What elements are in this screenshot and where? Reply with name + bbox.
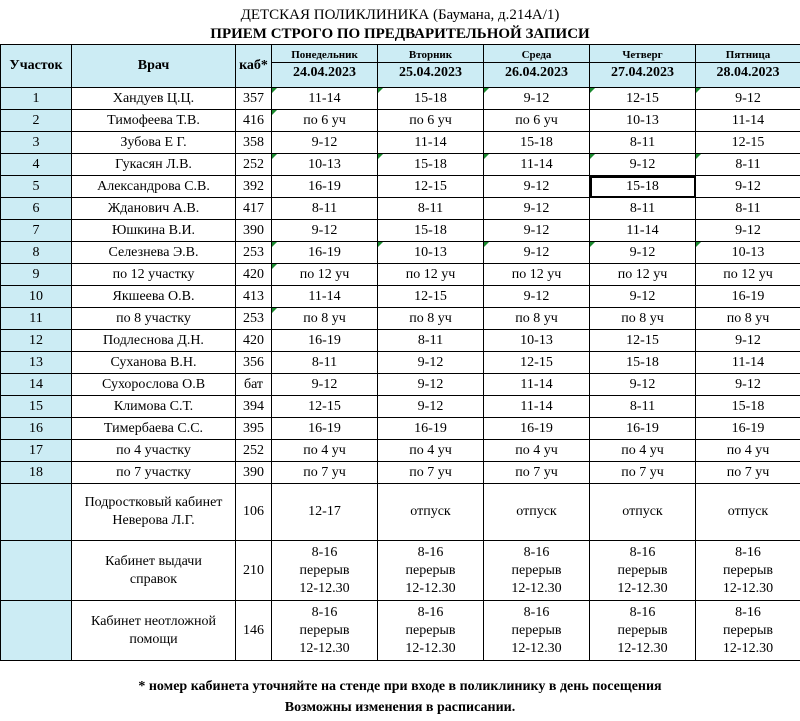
schedule-cell: 15-18 [696, 396, 800, 418]
doctor-cell: Якшеева О.В. [72, 286, 236, 308]
cabinet-schedule-line: 12-12.30 [511, 640, 562, 656]
schedule-cell: по 7 уч [696, 462, 800, 484]
cabinet-schedule-cell [272, 484, 378, 541]
cabinet-schedule-cell [484, 541, 590, 601]
header-day-wed [484, 45, 590, 88]
schedule-cell: по 8 уч [378, 308, 484, 330]
cabinet-schedule-line: 12-12.30 [405, 580, 456, 596]
day-name: Вторник [378, 49, 483, 63]
schedule-cell: 12-15 [590, 88, 696, 110]
day-name: Пятница [696, 49, 800, 63]
schedule-cell: 16-19 [696, 286, 800, 308]
footer-note-2: Возможны изменения в расписании. [284, 700, 516, 715]
cabinet-schedule-line: 8-16 [523, 604, 550, 620]
schedule-table [0, 44, 800, 661]
schedule-cell: 11-14 [272, 286, 378, 308]
doctor-cell: Александрова С.В. [72, 176, 236, 198]
cabinet-schedule-line: 12-12.30 [299, 580, 350, 596]
uchastok-cell: 17 [1, 440, 72, 462]
doctor-cell: Тимофеева Т.В. [72, 110, 236, 132]
table-row [1, 396, 800, 418]
uchastok-cell-empty [1, 601, 72, 661]
schedule-cell: 11-14 [696, 110, 800, 132]
schedule-cell: 9-12 [590, 154, 696, 176]
doctor-cell: Тимербаева С.С. [72, 418, 236, 440]
schedule-cell: 8-11 [590, 198, 696, 220]
cabinet-row [1, 541, 800, 601]
schedule-cell: 9-12 [696, 220, 800, 242]
schedule-cell: по 4 уч [378, 440, 484, 462]
cabinet-name-line: Подростковый кабинет [84, 495, 223, 510]
cabinet-schedule-cell [696, 541, 800, 601]
cabinet-schedule-cell [590, 484, 696, 541]
schedule-cell: 16-19 [272, 330, 378, 352]
cabinet-schedule-line: 12-12.30 [617, 580, 668, 596]
schedule-cell: 9-12 [272, 374, 378, 396]
schedule-cell: 11-14 [484, 396, 590, 418]
schedule-cell: 9-12 [696, 176, 800, 198]
cabinet-schedule-line: 12-12.30 [299, 640, 350, 656]
cabinet-schedule-line: перерыв [617, 622, 668, 638]
uchastok-cell: 10 [1, 286, 72, 308]
schedule-cell: 16-19 [272, 176, 378, 198]
uchastok-cell: 8 [1, 242, 72, 264]
schedule-cell: по 4 уч [484, 440, 590, 462]
schedule-cell: 11-14 [484, 154, 590, 176]
kab-cell: 253 [236, 308, 272, 330]
doctor-cell: Селезнева Э.В. [72, 242, 236, 264]
schedule-cell: 9-12 [484, 88, 590, 110]
schedule-cell: 16-19 [696, 418, 800, 440]
cabinet-schedule-line: перерыв [617, 562, 668, 578]
doctor-cell: Подлеснова Д.Н. [72, 330, 236, 352]
kab-cell: 356 [236, 352, 272, 374]
uchastok-cell: 4 [1, 154, 72, 176]
schedule-cell: по 7 уч [484, 462, 590, 484]
schedule-cell: 12-15 [378, 176, 484, 198]
schedule-cell: 9-12 [590, 286, 696, 308]
uchastok-cell: 11 [1, 308, 72, 330]
uchastok-cell: 5 [1, 176, 72, 198]
uchastok-cell: 12 [1, 330, 72, 352]
doctor-cell: Хандуев Ц.Ц. [72, 88, 236, 110]
cabinet-schedule-cell [378, 484, 484, 541]
schedule-cell: 9-12 [590, 242, 696, 264]
kab-cell: 358 [236, 132, 272, 154]
schedule-cell: по 7 уч [272, 462, 378, 484]
cabinet-schedule-cell [378, 601, 484, 661]
uchastok-cell: 6 [1, 198, 72, 220]
uchastok-cell: 3 [1, 132, 72, 154]
schedule-cell: 16-19 [590, 418, 696, 440]
table-row [1, 132, 800, 154]
uchastok-cell: 18 [1, 462, 72, 484]
cabinet-name-cell [72, 541, 236, 601]
day-name: Четверг [590, 49, 695, 63]
table-row [1, 440, 800, 462]
table-row [1, 110, 800, 132]
header-day-mon [272, 45, 378, 88]
cabinet-schedule-cell [272, 601, 378, 661]
schedule-cell: 10-13 [272, 154, 378, 176]
kab-cell: 420 [236, 264, 272, 286]
kab-cell: 390 [236, 220, 272, 242]
cabinet-schedule-line: 8-16 [735, 544, 761, 560]
kab-cell: 413 [236, 286, 272, 308]
cabinet-schedule-line: 12-12.30 [511, 580, 562, 596]
header-kab: каб* [236, 45, 272, 88]
cabinet-schedule-line: 12-12.30 [722, 580, 774, 596]
kab-cell: 392 [236, 176, 272, 198]
doctor-cell: Зубова Е Г. [72, 132, 236, 154]
schedule-cell: 10-13 [484, 330, 590, 352]
day-date: 28.04.2023 [716, 65, 780, 80]
doctor-cell: Жданович А.В. [72, 198, 236, 220]
schedule-cell: 15-18 [378, 220, 484, 242]
cabinet-schedule-line: отпуск [727, 504, 769, 519]
doctor-cell: по 8 участку [72, 308, 236, 330]
schedule-cell: 9-12 [484, 176, 590, 198]
cabinet-schedule-line: перерыв [405, 562, 456, 578]
cabinet-schedule-line: перерыв [299, 622, 350, 638]
cabinet-schedule-cell [696, 484, 800, 541]
schedule-cell: по 8 уч [696, 308, 800, 330]
table-row [1, 220, 800, 242]
cabinet-name-cell [72, 601, 236, 661]
day-date: 25.04.2023 [399, 65, 462, 80]
schedule-cell: по 8 уч [272, 308, 378, 330]
footer-note: * номер кабинета уточняйте на стенде при входе в поликлинику в день посещения [138, 679, 662, 694]
cabinet-schedule-cell [484, 601, 590, 661]
page-subtitle: ПРИЕМ СТРОГО ПО ПРЕДВАРИТЕЛЬНОЙ ЗАПИСИ [210, 26, 590, 42]
header-day-tue [378, 45, 484, 88]
cabinet-schedule-cell [696, 601, 800, 661]
kab-cell: 252 [236, 154, 272, 176]
schedule-cell: 9-12 [272, 132, 378, 154]
schedule-cell: 8-11 [272, 352, 378, 374]
cabinet-schedule-line: 12-12.30 [722, 640, 774, 656]
schedule-cell: 9-12 [272, 220, 378, 242]
table-row [1, 308, 800, 330]
kab-cell: 394 [236, 396, 272, 418]
table-row [1, 242, 800, 264]
doctor-cell: Суханова В.Н. [72, 352, 236, 374]
cabinet-name-line: справок [129, 571, 178, 587]
kab-cell: 252 [236, 440, 272, 462]
schedule-cell: 9-12 [696, 374, 800, 396]
table-row [1, 198, 800, 220]
doctor-cell: Гукасян Л.В. [72, 154, 236, 176]
cabinet-schedule-line: перерыв [723, 622, 773, 638]
schedule-cell: 12-15 [590, 330, 696, 352]
schedule-cell: 15-18 [590, 352, 696, 374]
cabinet-row [1, 601, 800, 661]
schedule-cell: 10-13 [696, 242, 800, 264]
kab-cell: 253 [236, 242, 272, 264]
schedule-cell: по 4 уч [696, 440, 800, 462]
header-doctor: Врач [72, 45, 236, 88]
schedule-cell: по 6 уч [484, 110, 590, 132]
kab-cell: 417 [236, 198, 272, 220]
schedule-cell: по 4 уч [272, 440, 378, 462]
schedule-cell: 9-12 [484, 286, 590, 308]
header-day-thu [590, 45, 696, 88]
cabinet-schedule-line: 8-16 [417, 544, 444, 560]
schedule-cell: 11-14 [378, 132, 484, 154]
schedule-cell: 11-14 [590, 220, 696, 242]
cabinet-schedule-line: перерыв [405, 622, 456, 638]
schedule-cell: 9-12 [696, 330, 800, 352]
table-row [1, 176, 800, 198]
table-row [1, 374, 800, 396]
cabinet-schedule-cell [590, 601, 696, 661]
schedule-cell: 12-15 [696, 132, 800, 154]
kab-cell: 146 [236, 601, 272, 661]
table-header-row [1, 45, 800, 88]
table-row [1, 418, 800, 440]
schedule-cell: по 12 уч [696, 264, 800, 286]
schedule-cell: 9-12 [590, 374, 696, 396]
cabinet-schedule-line: 8-16 [629, 544, 656, 560]
kab-cell: 210 [236, 541, 272, 601]
schedule-cell: 9-12 [378, 396, 484, 418]
kab-cell: 357 [236, 88, 272, 110]
schedule-cell: 15-18 [484, 132, 590, 154]
header-day-fri [696, 45, 800, 88]
uchastok-cell: 15 [1, 396, 72, 418]
schedule-cell: 8-11 [590, 132, 696, 154]
kab-cell: 395 [236, 418, 272, 440]
cabinet-row [1, 484, 800, 541]
schedule-body [1, 88, 800, 661]
cabinet-schedule-line: перерыв [511, 562, 562, 578]
schedule-cell: по 12 уч [590, 264, 696, 286]
doctor-cell: Юшкина В.И. [72, 220, 236, 242]
schedule-cell: 8-11 [696, 198, 800, 220]
page-title: ДЕТСКАЯ ПОЛИКЛИНИКА (Баумана, д.214А/1) [240, 7, 560, 23]
schedule-cell: 12-15 [272, 396, 378, 418]
day-date: 27.04.2023 [611, 65, 674, 80]
cabinet-schedule-line: отпуск [622, 504, 663, 519]
cabinet-name-line: Кабинет неотложной [91, 613, 216, 629]
doctor-cell: по 12 участку [72, 264, 236, 286]
cabinet-schedule-line: 8-16 [311, 544, 338, 560]
schedule-cell: 9-12 [696, 88, 800, 110]
schedule-cell: 9-12 [378, 374, 484, 396]
schedule-cell: по 4 уч [590, 440, 696, 462]
table-row [1, 154, 800, 176]
uchastok-cell: 13 [1, 352, 72, 374]
header-uchastok: Участок [1, 45, 72, 88]
schedule-cell: по 12 уч [272, 264, 378, 286]
schedule-cell: 10-13 [590, 110, 696, 132]
cabinet-schedule-line: отпуск [410, 504, 451, 519]
cabinet-schedule-line: 12-12.30 [405, 640, 456, 656]
schedule-cell: 16-19 [484, 418, 590, 440]
schedule-cell: 11-14 [484, 374, 590, 396]
day-date: 26.04.2023 [505, 65, 568, 80]
schedule-cell: по 8 уч [484, 308, 590, 330]
cabinet-schedule-cell [590, 541, 696, 601]
table-row [1, 462, 800, 484]
table-row [1, 88, 800, 110]
table-row [1, 330, 800, 352]
schedule-cell: по 7 уч [378, 462, 484, 484]
schedule-cell: по 12 уч [484, 264, 590, 286]
schedule-cell: 15-18 [378, 154, 484, 176]
cabinet-schedule-line: отпуск [516, 504, 557, 519]
cabinet-schedule-line: 8-16 [311, 604, 338, 620]
schedule-cell: 8-11 [378, 198, 484, 220]
day-date: 24.04.2023 [293, 65, 356, 80]
schedule-cell: 15-18 [378, 88, 484, 110]
cabinet-schedule-line: 8-16 [735, 604, 761, 620]
cabinet-name-cell [72, 484, 236, 541]
schedule-cell: 11-14 [272, 88, 378, 110]
schedule-cell: 9-12 [484, 242, 590, 264]
day-name: Среда [484, 49, 589, 63]
uchastok-cell: 2 [1, 110, 72, 132]
cabinet-name-line: Неверова Л.Г. [112, 513, 195, 528]
schedule-cell: 9-12 [484, 220, 590, 242]
doctor-cell: Сухорослова О.В [72, 374, 236, 396]
schedule-cell: 16-19 [272, 242, 378, 264]
cabinet-schedule-line: перерыв [511, 622, 562, 638]
uchastok-cell-empty [1, 484, 72, 541]
doctor-cell: по 4 участку [72, 440, 236, 462]
schedule-cell: 8-11 [378, 330, 484, 352]
schedule-cell: 9-12 [378, 352, 484, 374]
schedule-cell: по 12 уч [378, 264, 484, 286]
schedule-cell: 16-19 [272, 418, 378, 440]
schedule-cell: 8-11 [696, 154, 800, 176]
cabinet-name-line: помощи [129, 631, 178, 647]
cabinet-schedule-line: 8-16 [629, 604, 656, 620]
doctor-cell: Климова С.Т. [72, 396, 236, 418]
schedule-cell: по 6 уч [378, 110, 484, 132]
day-name: Понедельник [272, 49, 377, 63]
uchastok-cell-empty [1, 541, 72, 601]
uchastok-cell: 16 [1, 418, 72, 440]
cabinet-schedule-cell [272, 541, 378, 601]
schedule-cell: по 6 уч [272, 110, 378, 132]
uchastok-cell: 9 [1, 264, 72, 286]
doctor-cell: по 7 участку [72, 462, 236, 484]
schedule-cell: 9-12 [484, 198, 590, 220]
cabinet-schedule-line: 12-17 [308, 504, 341, 519]
kab-cell: бат [236, 374, 272, 396]
schedule-cell: 8-11 [272, 198, 378, 220]
uchastok-cell: 1 [1, 88, 72, 110]
kab-cell: 416 [236, 110, 272, 132]
table-row [1, 286, 800, 308]
kab-cell: 106 [236, 484, 272, 541]
cabinet-schedule-line: 8-16 [523, 544, 550, 560]
table-row [1, 264, 800, 286]
table-row [1, 352, 800, 374]
cabinet-schedule-cell [484, 484, 590, 541]
schedule-cell: 12-15 [378, 286, 484, 308]
cabinet-schedule-cell [378, 541, 484, 601]
uchastok-cell: 7 [1, 220, 72, 242]
uchastok-cell: 14 [1, 374, 72, 396]
selected-cell: 15-18 [590, 176, 696, 198]
kab-cell: 420 [236, 330, 272, 352]
cabinet-schedule-line: 12-12.30 [617, 640, 668, 656]
cabinet-schedule-line: 8-16 [417, 604, 444, 620]
kab-cell: 390 [236, 462, 272, 484]
schedule-cell: по 8 уч [590, 308, 696, 330]
schedule-cell: 16-19 [378, 418, 484, 440]
cabinet-schedule-line: перерыв [723, 562, 773, 578]
cabinet-schedule-line: перерыв [299, 562, 350, 578]
schedule-cell: 8-11 [590, 396, 696, 418]
schedule-cell: 11-14 [696, 352, 800, 374]
schedule-cell: 12-15 [484, 352, 590, 374]
schedule-cell: 10-13 [378, 242, 484, 264]
schedule-cell: по 7 уч [590, 462, 696, 484]
cabinet-name-line: Кабинет выдачи [105, 553, 202, 569]
